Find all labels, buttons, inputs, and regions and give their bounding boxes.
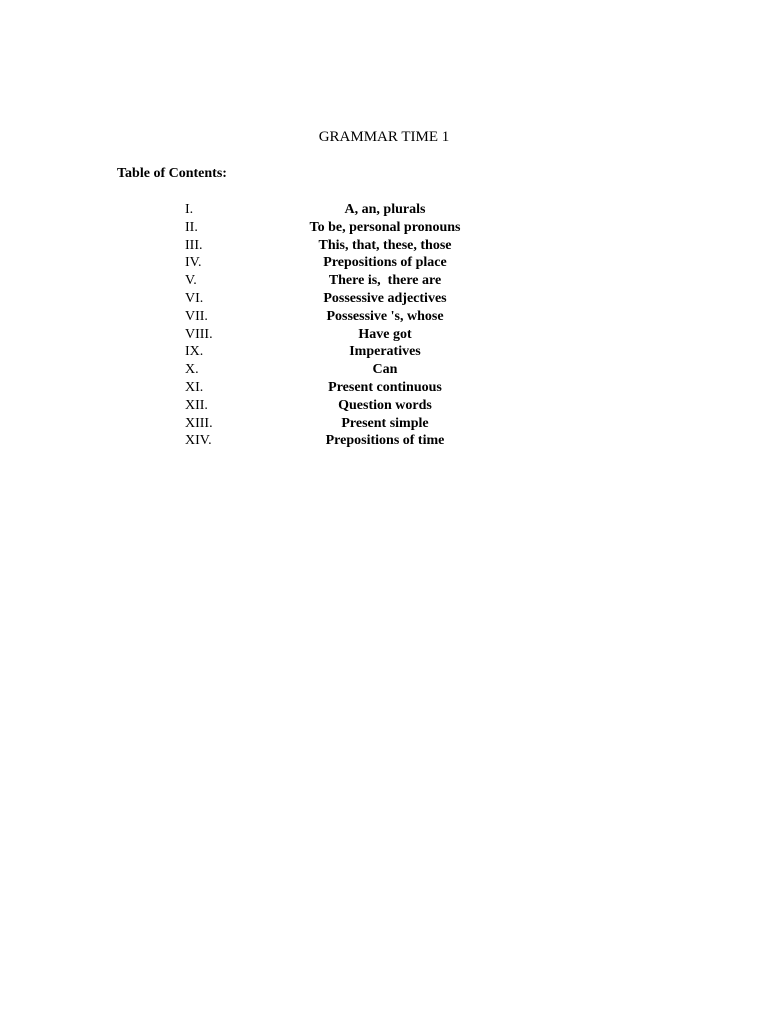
- toc-entry-label: A, an, plurals: [344, 202, 426, 217]
- toc-entry-label: Have got: [358, 326, 412, 342]
- toc-entry: [0, 219, 768, 237]
- toc-entry: [0, 254, 768, 272]
- toc-entry-label: Question words: [338, 397, 432, 413]
- toc-entry-label: Imperatives: [349, 344, 421, 360]
- toc-entry-numeral: XIV.: [185, 433, 212, 449]
- toc-entry: [0, 308, 768, 326]
- toc-entry: [0, 397, 768, 415]
- toc-entry-label: Present simple: [341, 415, 429, 431]
- toc-entry-numeral: IX.: [185, 344, 204, 360]
- toc-entry-label: Prepositions of place: [323, 255, 447, 271]
- toc-entry: [0, 237, 768, 255]
- toc-entry: [0, 361, 768, 379]
- toc-entry-numeral: IV.: [185, 255, 202, 271]
- toc-entry-label: Present continuous: [328, 379, 442, 395]
- toc-entry-numeral: V.: [185, 273, 197, 289]
- toc-entry-label: There is, there are: [328, 273, 442, 289]
- document-title: GRAMMAR TIME 1: [318, 129, 450, 145]
- toc-entry: [0, 379, 768, 397]
- toc-entry-numeral: VI.: [185, 290, 204, 306]
- toc-entry: [0, 272, 768, 290]
- toc-entry: [0, 290, 768, 308]
- toc-entry: [0, 415, 768, 433]
- toc-entry-label: Possessive 's, whose: [326, 308, 444, 324]
- toc-entry-numeral: XI.: [185, 379, 204, 395]
- toc-entry-label: This, that, these, those: [318, 237, 452, 253]
- toc-entry-numeral: VII.: [185, 308, 208, 324]
- toc-entry-label: Prepositions of time: [325, 433, 445, 449]
- toc-entry-numeral: XII.: [185, 397, 208, 413]
- toc-entry-numeral: X.: [185, 362, 199, 378]
- toc-entry-label: Can: [372, 362, 398, 378]
- toc-heading: Table of Contents:: [117, 166, 227, 181]
- toc-entry: [0, 432, 768, 450]
- toc-list: [0, 201, 768, 450]
- toc-entry-numeral: XIII.: [185, 415, 213, 431]
- toc-entry-numeral: II.: [185, 219, 198, 235]
- toc-entry-label: To be, personal pronouns: [309, 219, 461, 235]
- toc-entry: [0, 343, 768, 361]
- toc-entry-numeral: VIII.: [185, 326, 213, 342]
- toc-entry: [0, 201, 768, 219]
- toc-entry-numeral: III.: [185, 237, 203, 253]
- toc-entry: [0, 326, 768, 344]
- toc-entry-label: Possessive adjectives: [323, 290, 447, 306]
- toc-entry-numeral: I.: [185, 202, 194, 217]
